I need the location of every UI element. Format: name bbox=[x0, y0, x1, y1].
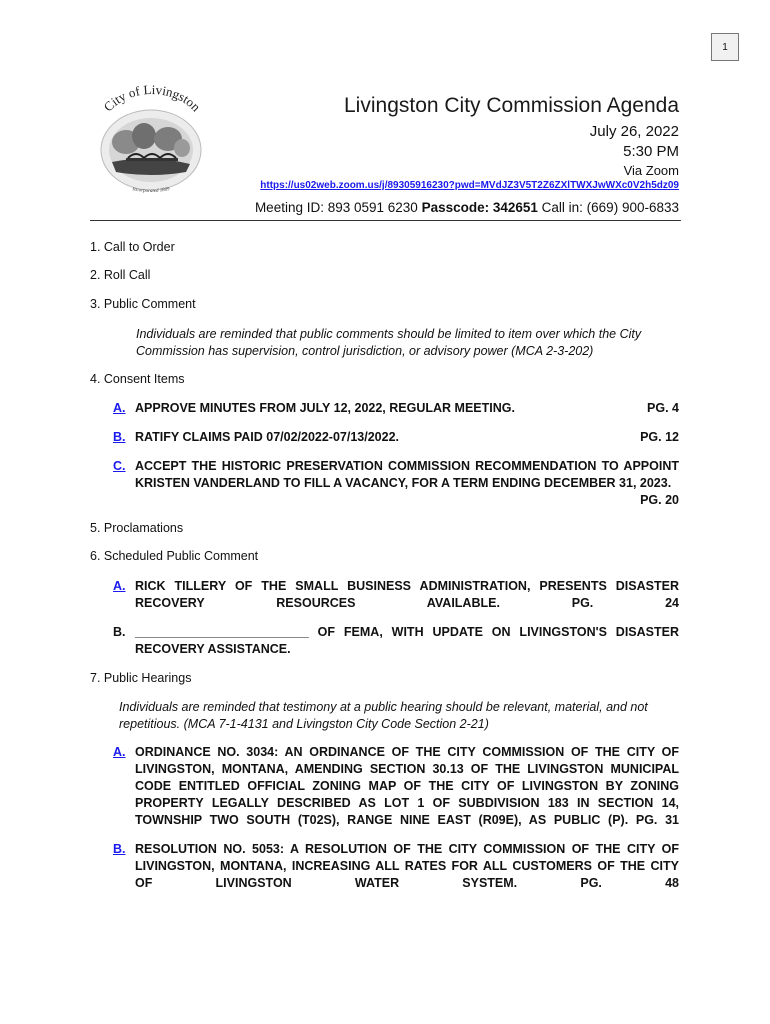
scheduled-item bbox=[113, 624, 679, 658]
hearing-item-link[interactable]: A. bbox=[113, 745, 126, 759]
consent-item bbox=[113, 400, 679, 417]
hearing-item bbox=[113, 841, 679, 892]
consent-item-link[interactable]: B. bbox=[113, 430, 126, 444]
consent-item-link[interactable]: C. bbox=[113, 459, 126, 473]
consent-item-link[interactable]: A. bbox=[113, 401, 126, 415]
agenda-item-roll-call: 2. Roll Call bbox=[90, 268, 151, 282]
meeting-via: Via Zoom bbox=[623, 163, 679, 178]
city-seal-logo bbox=[86, 84, 216, 204]
hearing-item-page: PG. 31 bbox=[635, 813, 679, 827]
agenda-title: Livingston City Commission Agenda bbox=[344, 94, 679, 117]
hearing-item-text: RESOLUTION NO. 5053: A RESOLUTION OF THE CITY COMMISSION OF THE CITY OF LIVINGSTON, MONTANA, INCREASING ALL RATES FOR ALL CUSTOMERS OF THE CITY OF LIVINGSTON WATER SYSTEM. PG. 48 bbox=[135, 842, 679, 890]
scheduled-item-text: RICK TILLERY OF THE SMALL BUSINESS ADMINISTRATION, PRESENTS DISASTER RECOVERY RESOURCES AVAILABLE. PG. 24 bbox=[135, 579, 679, 610]
header-divider bbox=[90, 220, 681, 221]
hearing-item-link[interactable]: B. bbox=[113, 842, 126, 856]
hearing-item-text: ORDINANCE NO. 3034: AN ORDINANCE OF THE CITY COMMISSION OF THE CITY OF LIVINGSTON, MONTANA, AMENDING SECTION 30.13 OF THE LIVINGSTON MUNICIPAL CODE ENTITLED OFFICIAL ZONING MAP OF THE CITY OF LIVINGSTON BY ZONING PROPERTY LEGALLY DESCRIBED AS LOT 1 OF SUBDIVISION 183 IN SECTION 14, TOWNSHIP TWO SOUTH (T02S), RANGE NINE EAST (R09E), AS PUBLIC (P). PG. 31 bbox=[135, 745, 679, 827]
agenda-header bbox=[255, 93, 679, 217]
agenda-item-proclamations: 5. Proclamations bbox=[90, 521, 184, 535]
page-number-badge: 1 bbox=[711, 33, 739, 61]
scheduled-item bbox=[113, 578, 679, 612]
consent-item-page: PG. 4 bbox=[647, 401, 679, 415]
hearing-item-page: PG. 48 bbox=[580, 876, 679, 890]
consent-item-text: APPROVE MINUTES FROM JULY 12, 2022, REGULAR MEETING. bbox=[135, 401, 515, 415]
passcode: Passcode: 342651 bbox=[421, 200, 538, 215]
consent-item-page: PG. 20 bbox=[640, 493, 679, 507]
svg-text:City of Livingston: City of Livingston bbox=[100, 84, 204, 115]
hearing-item bbox=[113, 744, 679, 829]
scheduled-item-text: _________________________ OF FEMA, WITH UPDATE ON LIVINGSTON'S DISASTER RECOVERY ASSISTANCE. bbox=[135, 625, 679, 656]
agenda-item-public-comment: 3. Public Comment bbox=[90, 297, 196, 311]
consent-item-text: RATIFY CLAIMS PAID 07/02/2022-07/13/2022. bbox=[135, 430, 400, 444]
meeting-id: Meeting ID: 893 0591 6230 bbox=[254, 200, 422, 215]
agenda-item-public-hearings: 7. Public Hearings bbox=[90, 671, 192, 685]
scheduled-item-link[interactable]: A. bbox=[113, 579, 126, 593]
consent-item bbox=[113, 458, 679, 509]
agenda-item-consent: 4. Consent Items bbox=[90, 372, 185, 386]
consent-item-page: PG. 12 bbox=[640, 430, 679, 444]
consent-item-text: ACCEPT THE HISTORIC PRESERVATION COMMISSION RECOMMENDATION TO APPOINT KRISTEN VANDERLAND TO FILL A VACANCY, FOR A TERM ENDING DECEMBER 31, 2023. bbox=[135, 459, 679, 490]
scheduled-item-page: PG. 24 bbox=[571, 596, 679, 610]
call-in: Call in: (669) 900-6833 bbox=[537, 200, 679, 215]
meeting-info bbox=[255, 199, 679, 217]
zoom-link[interactable]: https://us02web.zoom.us/j/89305916230?pwd=MVdJZ3V5T2Z6ZXlTWXJwWXc0V2h5dz09 bbox=[260, 180, 679, 191]
meeting-date: July 26, 2022 bbox=[589, 123, 679, 140]
agenda-item-call-to-order: 1. Call to Order bbox=[90, 240, 175, 254]
public-hearing-note: Individuals are reminded that testimony at a public hearing should be relevant, material, and not repetitious. (MCA 7-1-4131 and Livingston City Code Section 2-21) bbox=[119, 700, 648, 731]
public-comment-note: Individuals are reminded that public comments should be limited to item over which the City Commission has supervision, control jurisdiction, or advisory power (MCA 2-3-202) bbox=[136, 327, 642, 358]
agenda-item-scheduled-public-comment: 6. Scheduled Public Comment bbox=[90, 549, 259, 563]
meeting-time: 5:30 PM bbox=[623, 143, 679, 160]
scheduled-item-letter: B. bbox=[113, 625, 126, 639]
consent-item bbox=[113, 429, 679, 446]
svg-text:Incorporated 1889: Incorporated 1889 bbox=[131, 187, 171, 195]
